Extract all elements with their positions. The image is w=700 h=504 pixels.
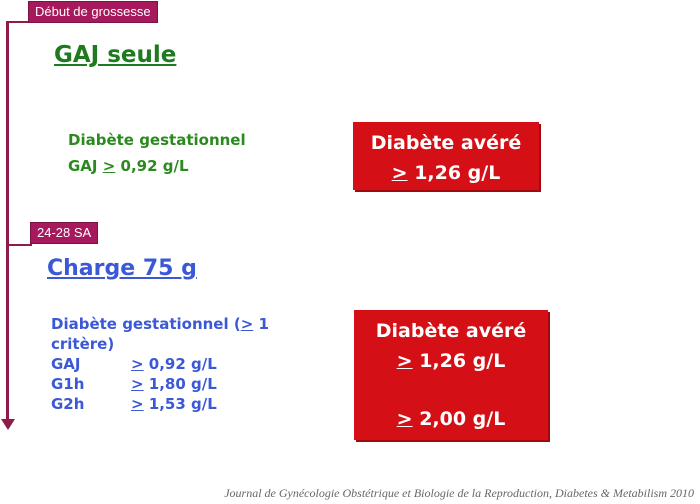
section2-overt-box	[354, 310, 548, 440]
section1-overt-title: Diabète avéré	[370, 132, 522, 154]
section2-overt-row2	[354, 404, 548, 434]
row-name: G2h	[51, 395, 85, 413]
section1-gaj-row	[68, 153, 246, 179]
section2-gestational-line1	[51, 314, 269, 334]
section2-overt-sign-2: >	[396, 408, 413, 430]
row-name: GAJ	[51, 355, 81, 373]
section2-overt-value-2: 2,00 g/L	[412, 408, 506, 430]
section2-overt-row1	[354, 346, 548, 376]
section1-overt-value: 1,26 g/L	[407, 162, 501, 184]
section2-gestational-sign: >	[240, 315, 254, 333]
row-value: 1,80 g/L	[143, 375, 217, 393]
timeline-arrow-icon	[1, 419, 15, 430]
section2-overt-sign-1: >	[396, 350, 413, 372]
source-citation: Journal de Gynécologie Obstétrique et Biologie de la Reproduction, Diabetes & Metabilism 2010	[224, 486, 694, 500]
section2-gestational-label-b: 1	[253, 315, 269, 333]
section2-gestational	[51, 314, 269, 414]
table-row	[51, 354, 269, 374]
row-sign: >	[131, 395, 144, 413]
tag-start-pregnancy: Début de grossesse	[28, 1, 158, 23]
section2-overt-value-1: 1,26 g/L	[412, 350, 506, 372]
section1-gaj-value: 0,92 g/L	[115, 157, 189, 175]
section2-title: Charge 75 g	[47, 256, 197, 281]
tag-weeks: 24-28 SA	[30, 222, 98, 244]
connector-weeks	[6, 244, 32, 246]
section1-gaj-sign: >	[102, 157, 116, 175]
section1-gestational-label: Diabète gestationnel	[68, 131, 246, 149]
section1-gestational	[68, 127, 246, 179]
row-sign: >	[131, 375, 144, 393]
section1-overt-row	[353, 158, 539, 188]
row-name: G1h	[51, 375, 85, 393]
row-value: 0,92 g/L	[143, 355, 217, 373]
section1-title: GAJ seule	[54, 42, 177, 68]
section2-gestational-label-a: Diabète gestationnel (	[51, 315, 241, 333]
section2-overt-title: Diabète avéré	[375, 320, 527, 342]
table-row	[51, 374, 269, 394]
table-row	[51, 394, 269, 414]
section2-gestational-line2: critère)	[51, 335, 115, 353]
section1-gaj-prefix: GAJ	[68, 157, 103, 175]
section1-overt-box	[353, 122, 539, 190]
connector-start	[6, 21, 30, 23]
row-value: 1,53 g/L	[143, 395, 217, 413]
row-sign: >	[131, 355, 144, 373]
section1-overt-sign: >	[391, 162, 408, 184]
timeline-line	[6, 22, 9, 420]
